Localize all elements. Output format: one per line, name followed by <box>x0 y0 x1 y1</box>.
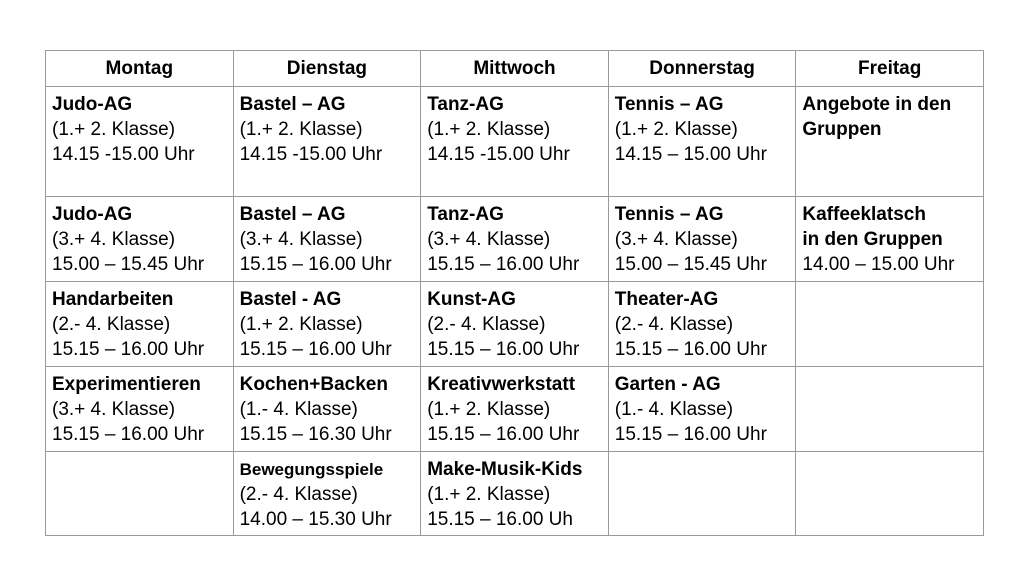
activity-time: 14.00 – 15.30 Uhr <box>239 509 392 530</box>
schedule-cell-montag <box>46 282 234 367</box>
header-row <box>46 51 984 87</box>
activity-grade: (3.+ 4. Klasse) <box>614 229 738 250</box>
activity-title: Tanz-AG <box>427 94 504 115</box>
schedule-cell-mittwoch <box>421 282 609 367</box>
activity-title: Gruppen <box>802 119 882 140</box>
activity-title: Bastel – AG <box>239 94 346 115</box>
activity-grade: (1.+ 2. Klasse) <box>427 484 551 505</box>
schedule-cell-dienstag <box>233 282 421 367</box>
activity-title: Tennis – AG <box>614 94 724 115</box>
header-donnerstag: Donnerstag <box>608 51 796 87</box>
schedule-cell-freitag <box>796 87 984 197</box>
schedule-cell-montag <box>46 87 234 197</box>
schedule-cell-donnerstag <box>608 87 796 197</box>
activity-time: 15.15 – 16.00 Uhr <box>239 339 392 360</box>
activity-title: Garten - AG <box>614 374 721 395</box>
activity-grade: (3.+ 4. Klasse) <box>52 399 176 420</box>
activity-time: 14.15 -15.00 Uhr <box>52 144 195 165</box>
table-row <box>46 367 984 452</box>
header-freitag: Freitag <box>796 51 984 87</box>
table-row <box>46 197 984 282</box>
schedule-table <box>45 50 984 536</box>
schedule-body <box>46 87 984 536</box>
activity-grade: (3.+ 4. Klasse) <box>239 229 363 250</box>
activity-title: Bewegungsspiele <box>239 460 384 479</box>
activity-title: Make-Musik-Kids <box>427 459 583 480</box>
activity-title: Judo-AG <box>52 94 133 115</box>
schedule-cell-freitag <box>796 282 984 367</box>
activity-time: 14.15 -15.00 Uhr <box>239 144 383 165</box>
schedule-cell-mittwoch <box>421 452 609 536</box>
activity-title: Angebote in den <box>802 94 952 115</box>
schedule-cell-montag <box>46 367 234 452</box>
activity-time: 15.15 – 16.00 Uhr <box>427 424 580 445</box>
schedule-cell-donnerstag <box>608 197 796 282</box>
schedule-cell-dienstag <box>233 452 421 536</box>
activity-time: 15.15 – 16.00 Uhr <box>52 424 205 445</box>
activity-title: Tanz-AG <box>427 204 504 225</box>
activity-title: Kreativwerkstatt <box>427 374 576 395</box>
table-row <box>46 282 984 367</box>
activity-grade: 14.00 – 15.00 Uhr <box>802 254 955 275</box>
schedule-cell-dienstag <box>233 87 421 197</box>
schedule-cell-montag <box>46 452 234 536</box>
activity-time: 15.00 – 15.45 Uhr <box>614 254 767 275</box>
activity-grade: (2.- 4. Klasse) <box>614 314 734 335</box>
header-mittwoch: Mittwoch <box>421 51 609 87</box>
activity-grade: (1.- 4. Klasse) <box>239 399 358 420</box>
schedule-cell-freitag <box>796 367 984 452</box>
activity-title: Bastel – AG <box>239 204 346 225</box>
activity-time: 15.15 – 16.00 Uhr <box>614 339 767 360</box>
activity-grade: (2.- 4. Klasse) <box>427 314 546 335</box>
activity-grade: (1.+ 2. Klasse) <box>239 119 363 140</box>
schedule-cell-mittwoch <box>421 87 609 197</box>
schedule-cell-montag <box>46 197 234 282</box>
activity-grade: (3.+ 4. Klasse) <box>427 229 551 250</box>
activity-time: 15.15 – 16.00 Uhr <box>427 254 580 275</box>
activity-title: Kunst-AG <box>427 289 516 310</box>
activity-grade: (2.- 4. Klasse) <box>52 314 171 335</box>
activity-title: Kaffeeklatsch <box>802 204 926 225</box>
activity-title: Theater-AG <box>614 289 719 310</box>
activity-grade: (1.+ 2. Klasse) <box>52 119 176 140</box>
activity-time: 15.15 – 16.00 Uhr <box>427 339 580 360</box>
schedule-cell-freitag <box>796 452 984 536</box>
activity-time: 15.00 – 15.45 Uhr <box>52 254 205 275</box>
activity-title: Judo-AG <box>52 204 133 225</box>
schedule-cell-donnerstag <box>608 452 796 536</box>
activity-grade: (2.- 4. Klasse) <box>239 484 358 505</box>
activity-time: 15.15 – 16.30 Uhr <box>239 424 392 445</box>
activity-grade: (1.+ 2. Klasse) <box>614 119 738 140</box>
activity-time: 15.15 – 16.00 Uh <box>427 509 573 530</box>
activity-title: in den Gruppen <box>802 229 943 250</box>
schedule-cell-donnerstag <box>608 367 796 452</box>
activity-grade: (1.+ 2. Klasse) <box>427 399 551 420</box>
schedule-cell-mittwoch <box>421 367 609 452</box>
schedule-cell-dienstag <box>233 367 421 452</box>
activity-grade: (1.+ 2. Klasse) <box>239 314 363 335</box>
schedule-cell-freitag <box>796 197 984 282</box>
activity-grade: (1.- 4. Klasse) <box>614 399 734 420</box>
schedule-cell-dienstag <box>233 197 421 282</box>
activity-title: Kochen+Backen <box>239 374 388 395</box>
activity-time: 15.15 – 16.00 Uhr <box>239 254 392 275</box>
header-dienstag: Dienstag <box>233 51 421 87</box>
activity-time: 15.15 – 16.00 Uhr <box>614 424 767 445</box>
table-row <box>46 87 984 197</box>
schedule-cell-mittwoch <box>421 197 609 282</box>
activity-time: 15.15 – 16.00 Uhr <box>52 339 205 360</box>
activity-title: Experimentieren <box>52 374 201 395</box>
activity-time: 14.15 -15.00 Uhr <box>427 144 570 165</box>
activity-time: 14.15 – 15.00 Uhr <box>614 144 767 165</box>
header-montag: Montag <box>46 51 234 87</box>
activity-title: Handarbeiten <box>52 289 174 310</box>
activity-grade: (3.+ 4. Klasse) <box>52 229 176 250</box>
table-row <box>46 452 984 536</box>
activity-title: Bastel - AG <box>239 289 342 310</box>
activity-title: Tennis – AG <box>614 204 724 225</box>
activity-grade: (1.+ 2. Klasse) <box>427 119 551 140</box>
schedule-cell-donnerstag <box>608 282 796 367</box>
